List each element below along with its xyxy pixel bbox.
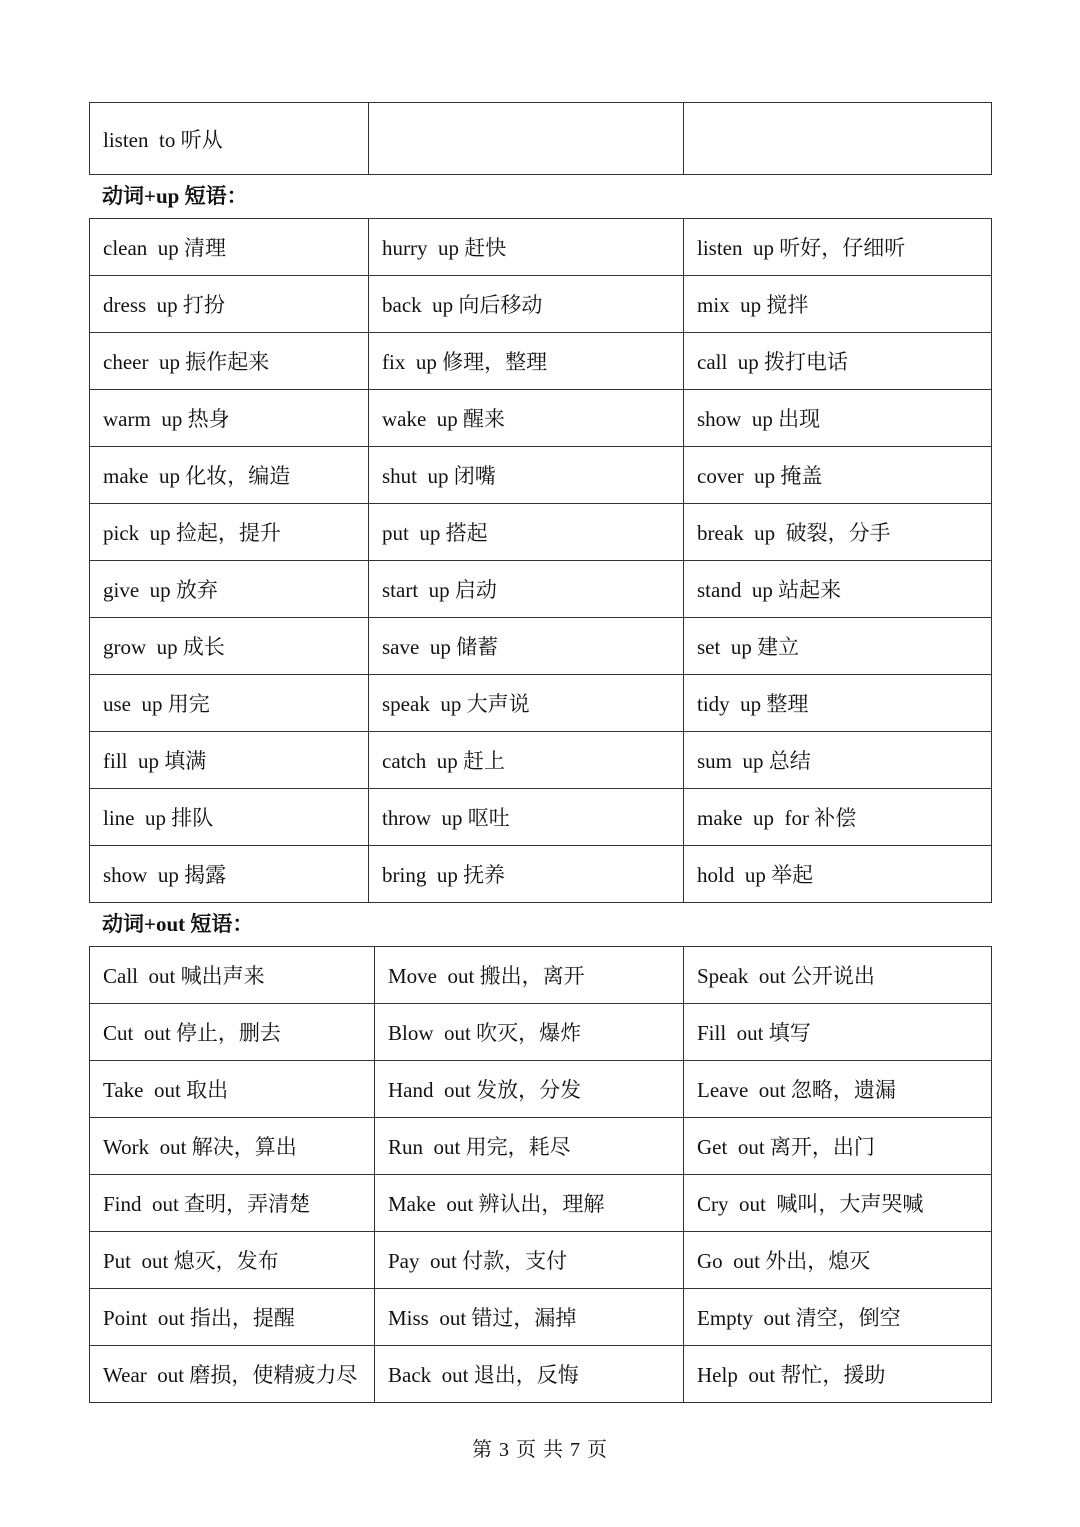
table-cell: Work out 解决，算出: [90, 1118, 375, 1175]
table-row: [90, 1232, 992, 1289]
table-cell: show up 出现: [684, 390, 992, 447]
table-row: [90, 1289, 992, 1346]
table-cell: Back out 退出，反悔: [375, 1346, 684, 1403]
table-cell: make up for 补偿: [684, 789, 992, 846]
table-cell: cheer up 振作起来: [90, 333, 369, 390]
table-row: [90, 675, 992, 732]
table-cell: bring up 抚养: [369, 846, 684, 903]
table-cell: sum up 总结: [684, 732, 992, 789]
table-cell: back up 向后移动: [369, 276, 684, 333]
table-cell: Put out 熄灭，发布: [90, 1232, 375, 1289]
table-cell: pick up 捡起，提升: [90, 504, 369, 561]
table-row: [90, 1061, 992, 1118]
table-cell: Move out 搬出，离开: [375, 947, 684, 1004]
table-cell: Take out 取出: [90, 1061, 375, 1118]
listen-table-body: [90, 103, 992, 175]
table-cell: hold up 举起: [684, 846, 992, 903]
table-cell: Cut out 停止，删去: [90, 1004, 375, 1061]
table-cell: Help out 帮忙，援助: [684, 1346, 992, 1403]
document-page: [89, 102, 991, 1403]
table-cell: clean up 清理: [90, 219, 369, 276]
out-phrases-table-body: [90, 947, 992, 1403]
table-cell: dress up 打扮: [90, 276, 369, 333]
table-cell: throw up 呕吐: [369, 789, 684, 846]
table-cell: grow up 成长: [90, 618, 369, 675]
table-cell: show up 揭露: [90, 846, 369, 903]
listen-table: [89, 102, 992, 175]
out-section-heading: 动词+out 短语：: [102, 912, 254, 936]
table-row: [90, 732, 992, 789]
table-cell: Hand out 发放，分发: [375, 1061, 684, 1118]
table-row: [90, 219, 992, 276]
table-cell: mix up 搅拌: [684, 276, 992, 333]
table-row: [90, 1175, 992, 1232]
table-cell: Point out 指出，提醒: [90, 1289, 375, 1346]
table-row: [90, 947, 992, 1004]
table-cell: call up 拨打电话: [684, 333, 992, 390]
page-footer: 第 3 页 共 7 页: [472, 1439, 608, 1461]
up-section-heading: 动词+up 短语：: [102, 184, 248, 208]
table-cell: shut up 闭嘴: [369, 447, 684, 504]
up-phrases-table-body: [90, 219, 992, 903]
table-row: [90, 390, 992, 447]
table-cell: Speak out 公开说出: [684, 947, 992, 1004]
table-cell: save up 储蓄: [369, 618, 684, 675]
table-cell: Blow out 吹灭，爆炸: [375, 1004, 684, 1061]
table-cell: hurry up 赶快: [369, 219, 684, 276]
table-row: [90, 333, 992, 390]
table-cell: Get out 离开，出门: [684, 1118, 992, 1175]
table-cell: speak up 大声说: [369, 675, 684, 732]
table-cell: line up 排队: [90, 789, 369, 846]
table-cell: wake up 醒来: [369, 390, 684, 447]
table-cell: set up 建立: [684, 618, 992, 675]
table-cell: stand up 站起来: [684, 561, 992, 618]
table-cell: fill up 填满: [90, 732, 369, 789]
table-row: [90, 846, 992, 903]
table-cell: [369, 103, 684, 175]
table-row: [90, 447, 992, 504]
out-phrases-table: [89, 946, 992, 1403]
table-cell: Wear out 磨损，使精疲力尽: [90, 1346, 375, 1403]
table-row: [90, 561, 992, 618]
table-cell: Go out 外出，熄灭: [684, 1232, 992, 1289]
table-cell: cover up 掩盖: [684, 447, 992, 504]
table-cell: Find out 查明，弄清楚: [90, 1175, 375, 1232]
table-cell: put up 搭起: [369, 504, 684, 561]
table-cell: start up 启动: [369, 561, 684, 618]
table-row: [90, 1118, 992, 1175]
table-cell: warm up 热身: [90, 390, 369, 447]
table-row: [90, 1346, 992, 1403]
table-cell: give up 放弃: [90, 561, 369, 618]
table-cell: Cry out 喊叫，大声哭喊: [684, 1175, 992, 1232]
table-cell: make up 化妆，编造: [90, 447, 369, 504]
table-row: [90, 276, 992, 333]
table-cell: use up 用完: [90, 675, 369, 732]
table-cell: catch up 赶上: [369, 732, 684, 789]
table-cell: tidy up 整理: [684, 675, 992, 732]
table-cell: listen up 听好，仔细听: [684, 219, 992, 276]
table-cell: Pay out 付款，支付: [375, 1232, 684, 1289]
table-row: [90, 504, 992, 561]
table-cell: [684, 103, 992, 175]
table-row: [90, 789, 992, 846]
table-cell: Call out 喊出声来: [90, 947, 375, 1004]
table-row: [90, 618, 992, 675]
table-row: [90, 1004, 992, 1061]
table-cell: Fill out 填写: [684, 1004, 992, 1061]
table-cell: Make out 辨认出，理解: [375, 1175, 684, 1232]
table-cell: listen to 听从: [90, 103, 369, 175]
table-cell: Empty out 清空，倒空: [684, 1289, 992, 1346]
table-cell: Run out 用完，耗尽: [375, 1118, 684, 1175]
table-cell: fix up 修理，整理: [369, 333, 684, 390]
up-phrases-table: [89, 218, 992, 903]
table-cell: break up 破裂，分手: [684, 504, 992, 561]
table-cell: Leave out 忽略，遗漏: [684, 1061, 992, 1118]
table-cell: Miss out 错过，漏掉: [375, 1289, 684, 1346]
table-row: [90, 103, 992, 175]
